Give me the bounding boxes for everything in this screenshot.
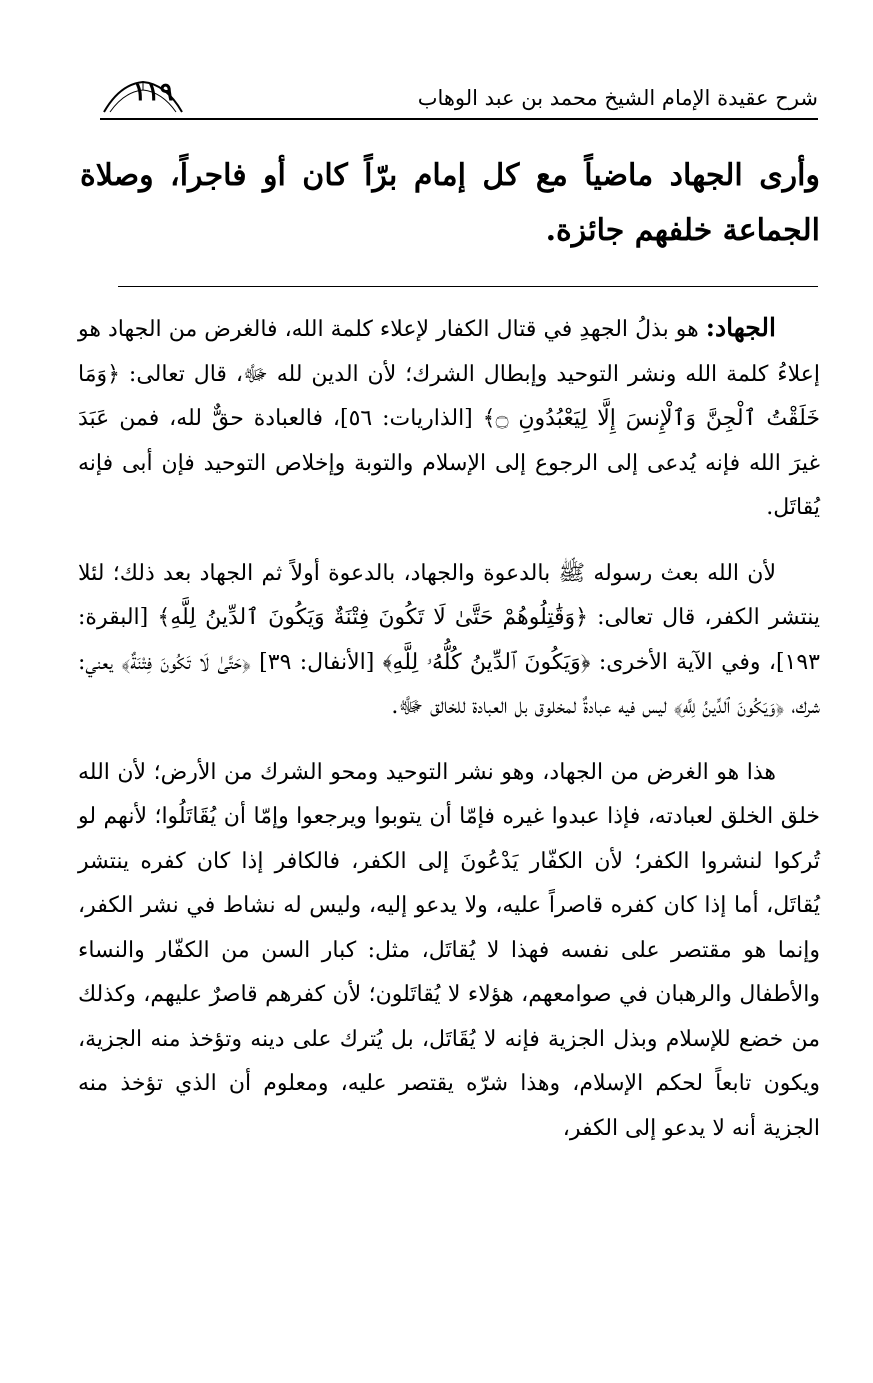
paragraph-text: لأن الله بعث رسوله ﷺ بالدعوة والجهاد، بالدعوة أولاً ثم الجهاد بعد ذلك؛ لئلا ينتشر الكفر، قال تعالى: ﴿وَقَٰتِلُوهُمْ حَتَّىٰ لَا تَكُونَ فِتْنَةٌ وَيَكُونَ ٱلدِّينُ لِلَّهِ﴾ [البقرة: ١٩٣]، وفي الآية الأخرى: ﴿وَيَكُونَ ٱلدِّينُ كُلُّهُۥ لِلَّهِ﴾ [الأنفال: ٣٩] ﴿حَتَّىٰ لَا تَكُونَ فِتْنَةٌ﴾ يعني: شرك، ﴿وَيَكُونَ ٱلدِّينُ لِلَّهِ﴾ ليس فيه عبادةٌ لمخلوق بل العبادة للخالق ﷻ. (78, 560, 820, 719)
running-title: شرح عقيدة الإمام الشيخ محمد بن عبد الوهاب (417, 86, 818, 110)
page-number: ١١٩ (132, 77, 174, 106)
paragraph-text: هذا هو الغرض من الجهاد، وهو نشر التوحيد ومحو الشرك من الأرض؛ لأن الله خلق الخلق لعبادته، فإذا عبدوا غيره فإمّا أن يتوبوا ويرجعوا وإمّا أن يُقَاتَلُوا؛ لأنهم لو تُركوا لنشروا الكفر؛ لأن الكفّار يَدْعُونَ إلى الكفر، فالكافر إذا كان كفره ينتشر يُقاتَل، أما إذا كان كفره قاصراً عليه، ولا يدعو إليه، وليس له نشاط في نشر الكفر، وإنما هو مقتصر على نفسه فهذا لا يُقاتَل، مثل: كبار السن من الكفّار والنساء والأطفال والرهبان في صوامعهم، هؤلاء لا يُقاتَلون؛ لأن كفرهم قاصرٌ عليهم، وكذلك من خضع للإسلام وبذل الجزية فإنه لا يُقَاتَل، بل يُترك على دينه وتؤخذ منه الجزية، ويكون تابعاً لحكم الإسلام، وهذا شرّه يقتصر عليه، ومعلوم أن الذي تؤخذ منه الجزية أنه لا يدعو إلى الكفر، (78, 759, 820, 1141)
page-header (100, 78, 818, 118)
section-divider (118, 286, 818, 287)
header-rule (100, 118, 818, 120)
defined-term: الجهاد: (705, 313, 776, 342)
paragraph-text: هو بذلُ الجهدِ في قتال الكفار لإعلاء كلمة الله، فالغرض من الجهاد هو إعلاءُ كلمة الله ونشر التوحيد وإبطال الشرك؛ لأن الدين لله ﷻ، قال تعالى: ﴿وَمَا خَلَقْتُ ٱلْجِنَّ وَٱلْإِنسَ إِلَّا لِيَعْبُدُونِ ۝﴾ [الذاريات: ٥٦]، فالعبادة حقٌّ لله، فمن عَبَدَ غيرَ الله فإنه يُدعى إلى الرجوع إلى الإسلام والتوبة وإخلاص التوحيد فإن أبى فإنه يُقاتَل. (78, 317, 821, 520)
paragraph (78, 751, 820, 1152)
commentary-body (78, 306, 820, 1151)
matn-text: وأرى الجهاد ماضياً مع كل إمام برّاً كان أو فاجراً، وصلاة الجماعة خلفهم جائزة. (80, 158, 820, 248)
paragraph (78, 306, 820, 531)
paragraph (78, 552, 820, 730)
